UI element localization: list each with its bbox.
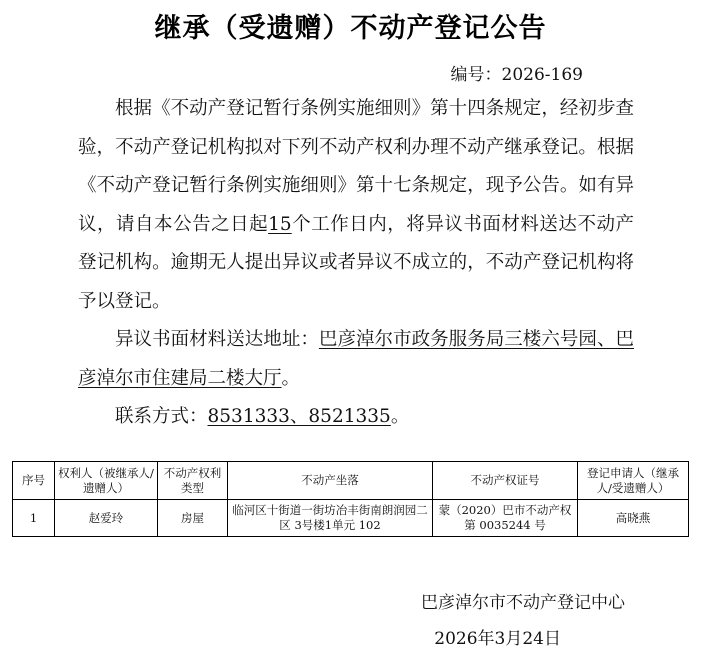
objection-days: 15 (268, 213, 292, 235)
cell-right-type: 房屋 (158, 500, 228, 537)
cell-holder: 赵爱玲 (55, 500, 158, 537)
address-label: 异议书面材料送达地址： (115, 329, 319, 350)
punctuation: 。 (390, 406, 410, 427)
notice-title: 继承（受遗赠）不动产登记公告 (154, 13, 547, 44)
objection-address: 巴彦淖尔市政务服务局三楼六号园、巴彦淖尔市住建局二楼大厅 (78, 329, 634, 389)
table-header-row (13, 462, 689, 500)
document-number: 编号：2026-169 (450, 65, 583, 85)
contact-phones: 8531333、8521335 (207, 406, 391, 427)
cell-seq: 1 (13, 500, 55, 537)
header-holder: 权利人（被继承人/遗赠人） (55, 462, 158, 500)
header-applicant: 登记申请人（继承人/受遗赠人） (578, 462, 689, 500)
paragraph-legal-basis (78, 90, 634, 321)
paragraph-contact (78, 398, 634, 437)
paragraph-address (78, 321, 634, 398)
paragraph-text: 根据《不动产登记暂行条例实施细则》第十四条规定，经初步查验，不动产登记机构拟对下列不动产权利办理不动产继承登记。根据《不动产登记暂行条例实施细则》第十七条规定，现予公告。如有异议，请自本公告之日起 (78, 98, 634, 235)
table-row (13, 500, 689, 537)
header-seq: 序号 (13, 462, 55, 500)
issuing-authority: 巴彦淖尔市不动产登记中心 (421, 593, 625, 613)
punctuation: 。 (281, 367, 301, 389)
notice-body (78, 90, 634, 437)
cell-location: 临河区十街道一街坊冶丰街南朗润园二区 3号楼1单元 102 (228, 500, 433, 537)
issue-date: 2026年3月24日 (434, 629, 561, 649)
registration-table (12, 461, 689, 537)
cell-applicant: 高晓燕 (578, 500, 689, 537)
header-certificate: 不动产权证号 (433, 462, 578, 500)
contact-label: 联系方式： (115, 406, 208, 427)
paragraph-text: 个工作日内，将异议书面材料送达不动产登记机构。逾期无人提出异议或者异议不成立的，不动产登记机构将予以登记。 (78, 213, 634, 312)
header-right-type: 不动产权利类型 (158, 462, 228, 500)
header-location: 不动产坐落 (228, 462, 433, 500)
cell-certificate: 蒙（2020）巴市不动产权第 0035244 号 (433, 500, 578, 537)
